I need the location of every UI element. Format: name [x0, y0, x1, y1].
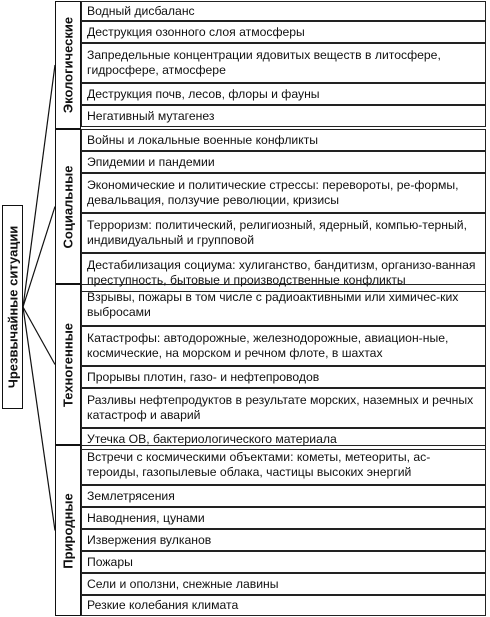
list-item: Запредельные концентрации ядовитых веществ в литосфере, гидросфере, атмосфере	[81, 43, 486, 83]
list-item: Негативный мутагенез	[81, 105, 486, 127]
root-node	[2, 205, 23, 409]
category-label: Природные	[60, 492, 76, 569]
list-item: Дестабилизация социума: хулиганство, бандитизм, организо-ванная преступность, бытовые и производственные конфликты	[81, 253, 486, 292]
list-item: Землетрясения	[81, 485, 486, 507]
list-item: Прорывы плотин, газо- и нефтепроводов	[81, 366, 486, 388]
category-3	[55, 445, 81, 616]
connector-line	[23, 207, 55, 308]
list-item: Разливы нефтепродуктов в результате морских, наземных и речных катастроф и аварий	[81, 388, 486, 428]
category-1	[55, 129, 81, 284]
connector-line	[23, 65, 55, 307]
list-item: Катастрофы: автодорожные, железнодорожные, авиацион-ные, космические, на морском и речном флоте, в шахтах	[81, 326, 486, 366]
connector-line	[23, 307, 55, 531]
list-item: Резкие колебания климата	[81, 595, 486, 616]
category-label: Экологические	[60, 16, 76, 114]
category-label: Техногенные	[60, 322, 76, 407]
list-item: Встречи с космическими объектами: кометы, метеориты, ас-тероиды, газопылевые облака, частицы высоких энергий	[81, 445, 486, 485]
list-item: Терроризм: политический, религиозный, ядерный, компью-терный, индивидуальный и групповой	[81, 213, 486, 253]
list-item: Взрывы, пожары в том числе с радиоактивными или химичес-ких выбросами	[81, 284, 486, 326]
list-item: Деструкция почв, лесов, флоры и фауны	[81, 83, 486, 105]
category-label: Социальные	[60, 165, 76, 248]
category-0	[55, 1, 81, 129]
list-item: Экономические и политические стрессы: перевороты, ре-формы, девальвация, ползучие революции, кризисы	[81, 173, 486, 213]
category-2	[55, 284, 81, 445]
connector-line	[23, 307, 55, 365]
list-item: Войны и локальные военные конфликты	[81, 129, 486, 151]
list-item: Извержения вулканов	[81, 529, 486, 551]
list-item: Деструкция озонного слоя атмосферы	[81, 21, 486, 43]
root-label: Чрезвычайные ситуации	[5, 225, 20, 389]
list-item: Наводнения, цунами	[81, 507, 486, 529]
list-item: Утечка ОВ, бактериологического материала	[81, 428, 486, 450]
list-item: Сели и оползни, снежные лавины	[81, 573, 486, 595]
list-item: Эпидемии и пандемии	[81, 151, 486, 173]
list-item: Водный дисбаланс	[81, 1, 486, 21]
list-item: Пожары	[81, 551, 486, 573]
